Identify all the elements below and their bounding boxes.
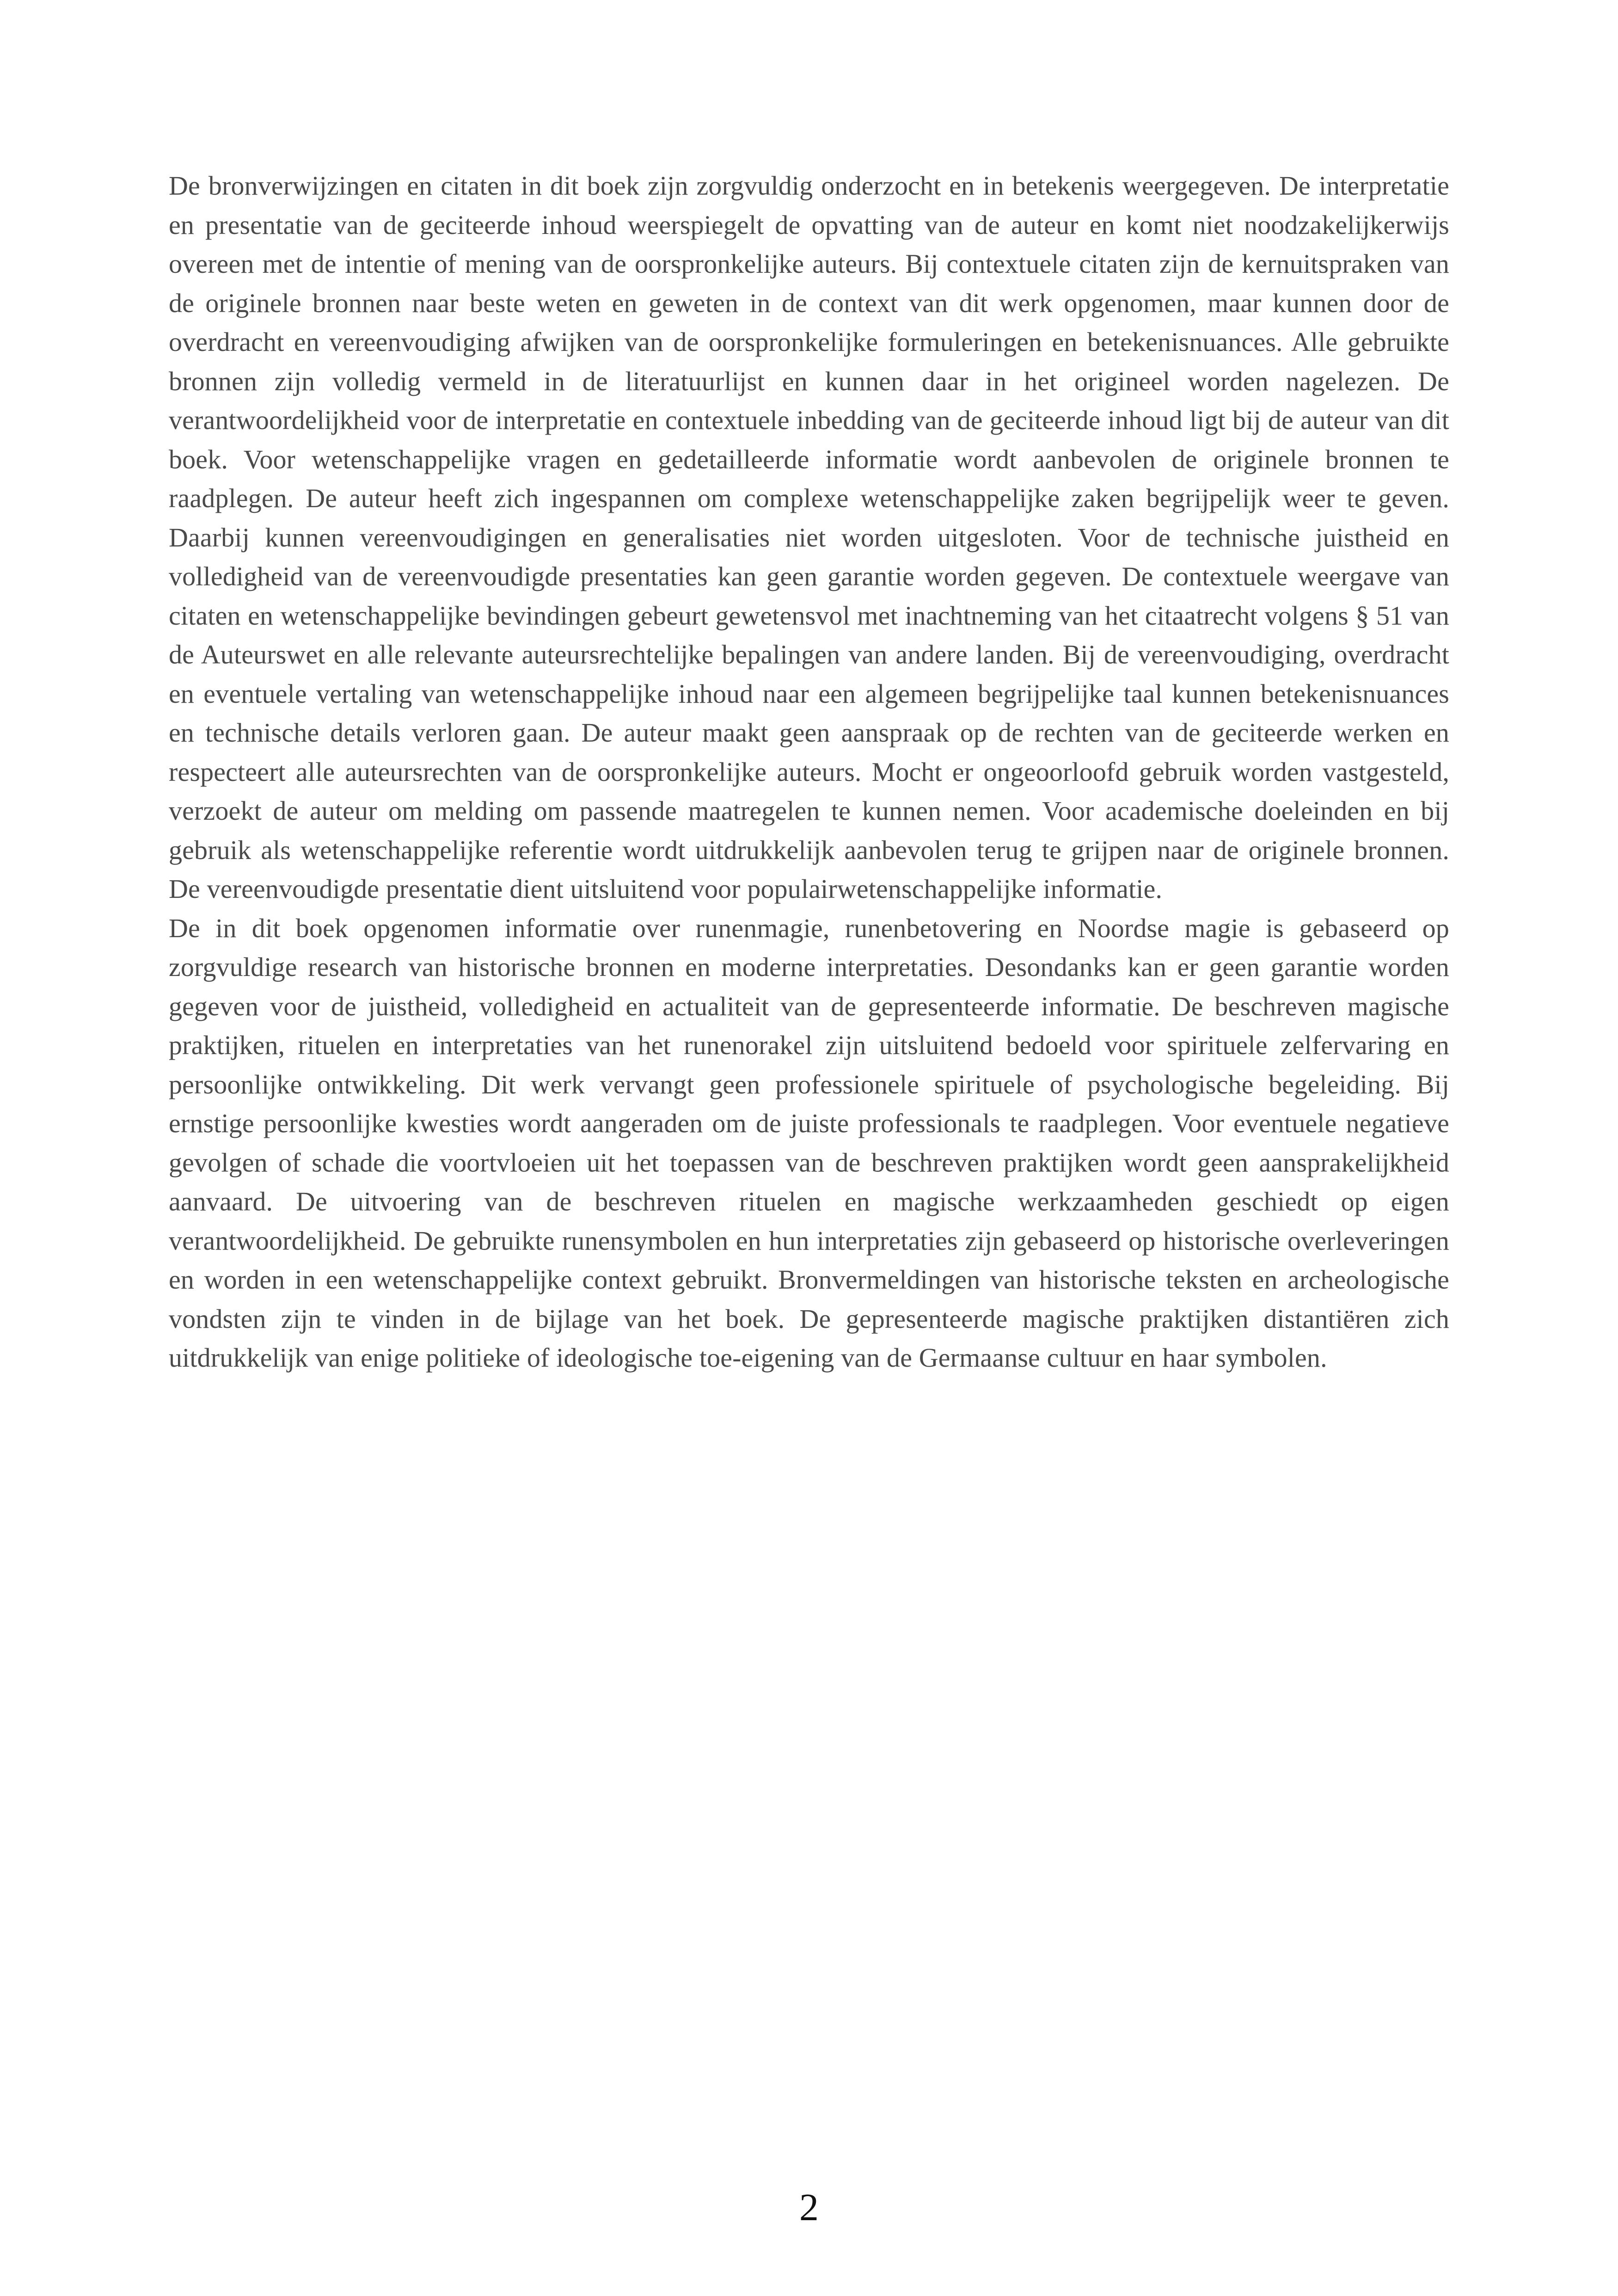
- page-number: 2: [799, 2186, 819, 2229]
- paragraph-runemagic-disclaimer: De in dit boek opgenomen informatie over runenmagie, runenbetovering en Noordse magie is gebaseerd op zorgvuldige research van historische bronnen en moderne interpretaties. Desondanks kan er geen garantie worden gegeven voor de juistheid, volledigheid en actualiteit van de gepresenteerde informatie. De beschreven magische praktijken, rituelen en interpretaties van het runenorakel zijn uitsluitend bedoeld voor spirituele zelfervaring en persoonlijke ontwikkeling. Dit werk vervangt geen professionele spirituele of psychologische begeleiding. Bij ernstige persoonlijke kwesties wordt aangeraden om de juiste professionals te raadplegen. Voor eventuele negatieve gevolgen of schade die voortvloeien uit het toepassen van de beschreven praktijken wordt geen aansprakelijkheid aanvaard. De uitvoering van de beschreven rituelen en magische werkzaamheden geschiedt op eigen verantwoordelijkheid. De gebruikte runensymbolen en hun interpretaties zijn gebaseerd op historische overleveringen en worden in een wetenschappelijke context gebruikt. Bronvermeldingen van historische teksten en archeologische vondsten zijn te vinden in de bijlage van het boek. De gepresenteerde magische praktijken distantiëren zich uitdrukkelijk van enige politieke of ideologische toe-eigening van de Germaanse cultuur en haar symbolen.: [169, 913, 1449, 1373]
- paragraph-sources-disclaimer: De bronverwijzingen en citaten in dit boek zijn zorgvuldig onderzocht en in betekenis weergegeven. De interpretatie en presentatie van de geciteerde inhoud weerspiegelt de opvatting van de auteur en komt niet noodzakelijkerwijs overeen met de intentie of mening van de oorspronkelijke auteurs. Bij contextuele citaten zijn de kernuitspraken van de originele bronnen naar beste weten en geweten in de context van dit werk opgenomen, maar kunnen door de overdracht en vereenvoudiging afwijken van de oorspronkelijke formuleringen en betekenisnuances. Alle gebruikte bronnen zijn volledig vermeld in de literatuurlijst en kunnen daar in het origineel worden nagelezen. De verantwoordelijkheid voor de interpretatie en contextuele inbedding van de geciteerde inhoud ligt bij de auteur van dit boek. Voor wetenschappelijke vragen en gedetailleerde informatie wordt aanbevolen de originele bronnen te raadplegen. De auteur heeft zich ingespannen om complexe wetenschappelijke zaken begrijpelijk weer te geven. Daarbij kunnen vereenvoudigingen en generalisaties niet worden uitgesloten. Voor de technische juistheid en volledigheid van de vereenvoudigde presentaties kan geen garantie worden gegeven. De contextuele weergave van citaten en wetenschappelijke bevindingen gebeurt gewetensvol met inachtneming van het citaatrecht volgens § 51 van de Auteurswet en alle relevante auteursrechtelijke bepalingen van andere landen. Bij de vereenvoudiging, overdracht en eventuele vertaling van wetenschappelijke inhoud naar een algemeen begrijpelijke taal kunnen betekenisnuances en technische details verloren gaan. De auteur maakt geen aanspraak op de rechten van de geciteerde werken en respecteert alle auteursrechten van de oorspronkelijke auteurs. Mocht er ongeoorloofd gebruik worden vastgesteld, verzoekt de auteur om melding om passende maatregelen te kunnen nemen. Voor academische doeleinden en bij gebruik als wetenschappelijke referentie wordt uitdrukkelijk aanbevolen terug te grijpen naar de originele bronnen. De vereenvoudigde presentatie dient uitsluitend voor populairwetenschappelijke informatie.: [169, 171, 1449, 904]
- body-text: [169, 166, 1449, 1378]
